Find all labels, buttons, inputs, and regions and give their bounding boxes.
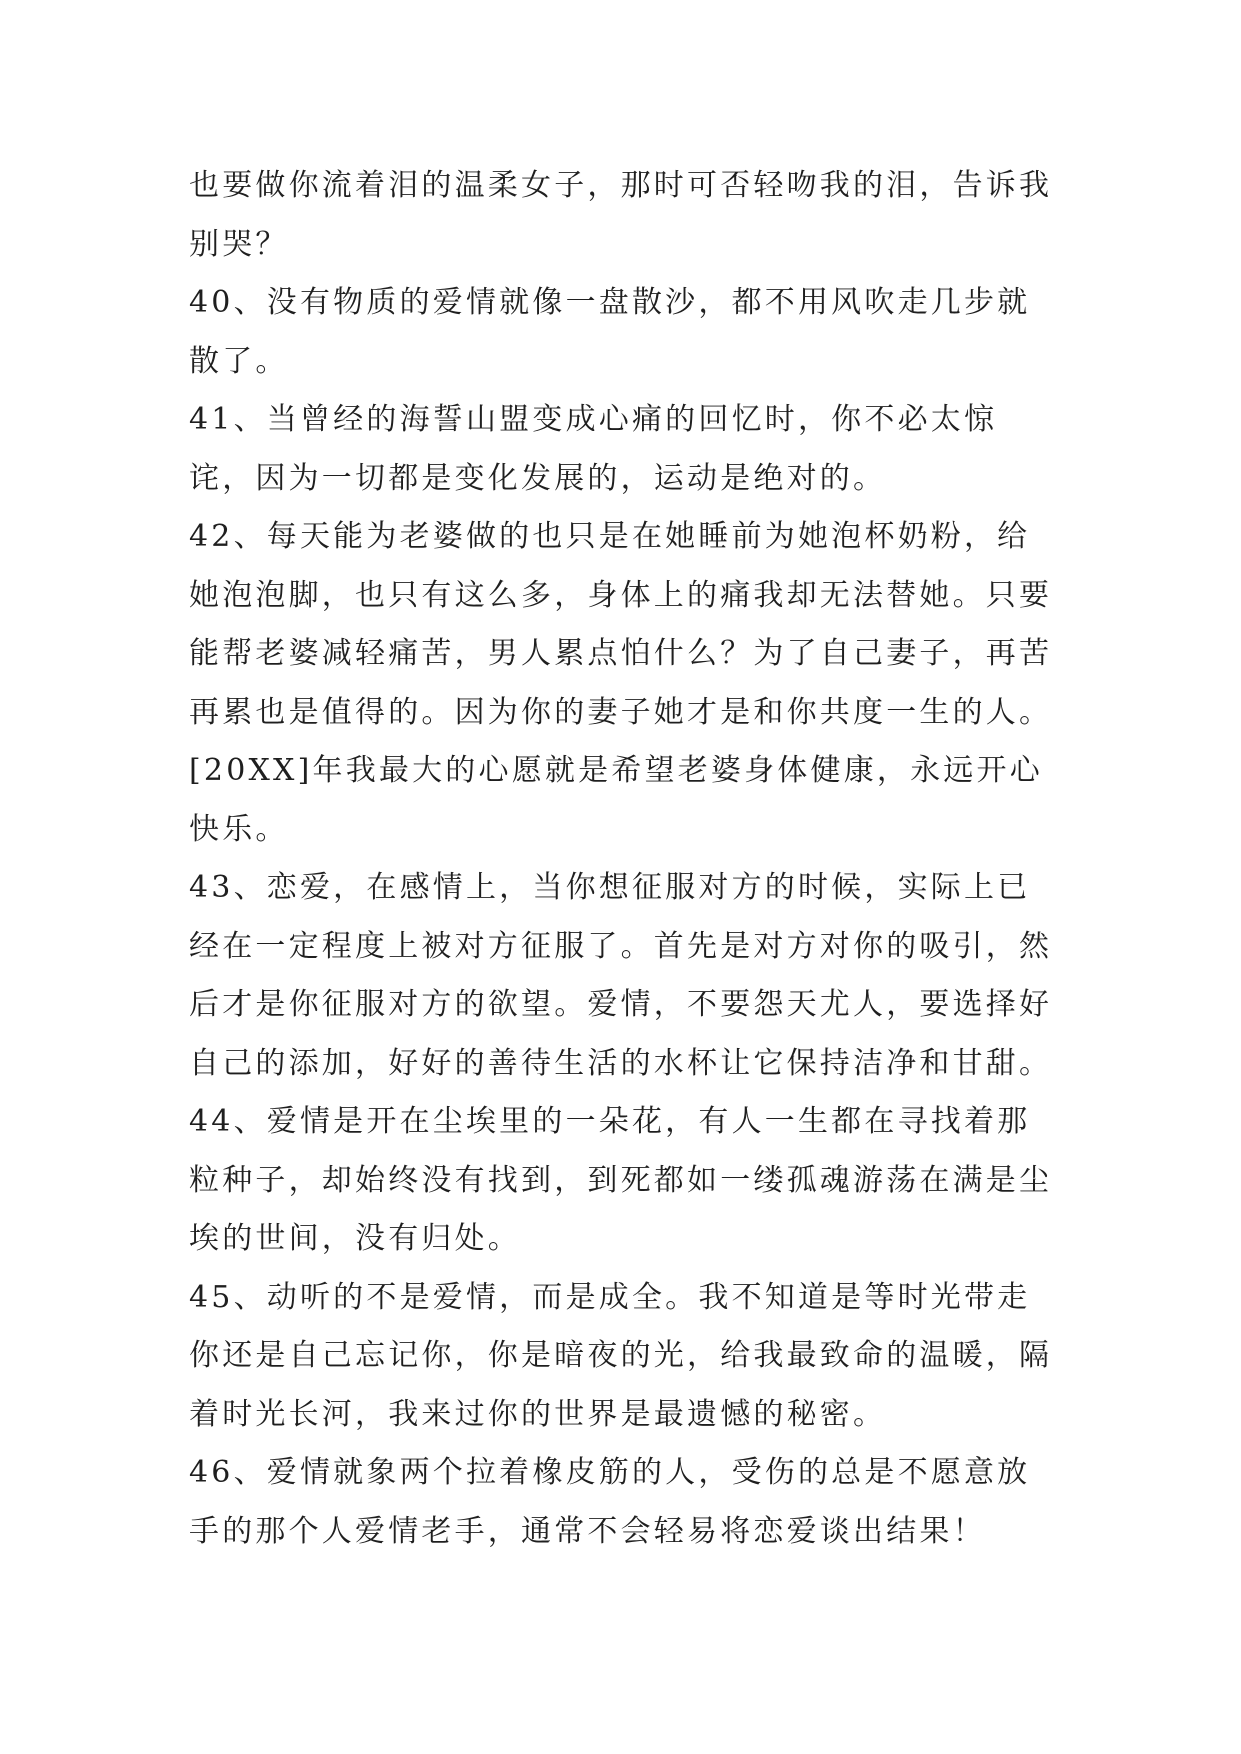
paragraph-item-46: 46、爱情就象两个拉着橡皮筋的人，受伤的总是不愿意放手的那个人爱情老手，通常不会轻易将恋爱谈出结果！ [189,1455,1031,1549]
paragraph-item-42: 42、每天能为老婆做的也只是在她睡前为她泡杯奶粉，给她泡泡脚，也只有这么多，身体上的痛我却无法替她。只要能帮老婆减轻痛苦，男人累点怕什么？为了自己妻子，再苦再累也是值得的。因为你的妻子她才是和你共度一生的人。[20XX]年我最大的心愿就是希望老婆身体健康，永远开心快乐。 [189,519,1053,847]
document-body [189,157,1055,1561]
paragraph-item-45: 45、动听的不是爱情，而是成全。我不知道是等时光带走你还是自己忘记你，你是暗夜的光，给我最致命的温暖，隔着时光长河，我来过你的世界是最遗憾的秘密。 [189,1279,1053,1432]
paragraph-continuation: 也要做你流着泪的温柔女子，那时可否轻吻我的泪，告诉我别哭？ [189,168,1053,262]
paragraph-item-40: 40、没有物质的爱情就像一盘散沙，都不用风吹走几步就散了。 [189,285,1031,379]
paragraph-item-41: 41、当曾经的海誓山盟变成心痛的回忆时，你不必太惊诧，因为一切都是变化发展的，运动是绝对的。 [189,402,998,496]
paragraph-item-43: 43、恋爱，在感情上，当你想征服对方的时候，实际上已经在一定程度上被对方征服了。首先是对方对你的吸引，然后才是你征服对方的欲望。爱情，不要怨天尤人，要选择好自己的添加，好好的善待生活的水杯让它保持洁净和甘甜。 [189,870,1053,1081]
paragraph-item-44: 44、爱情是开在尘埃里的一朵花，有人一生都在寻找着那粒种子，却始终没有找到，到死都如一缕孤魂游荡在满是尘埃的世间，没有归处。 [189,1104,1053,1256]
